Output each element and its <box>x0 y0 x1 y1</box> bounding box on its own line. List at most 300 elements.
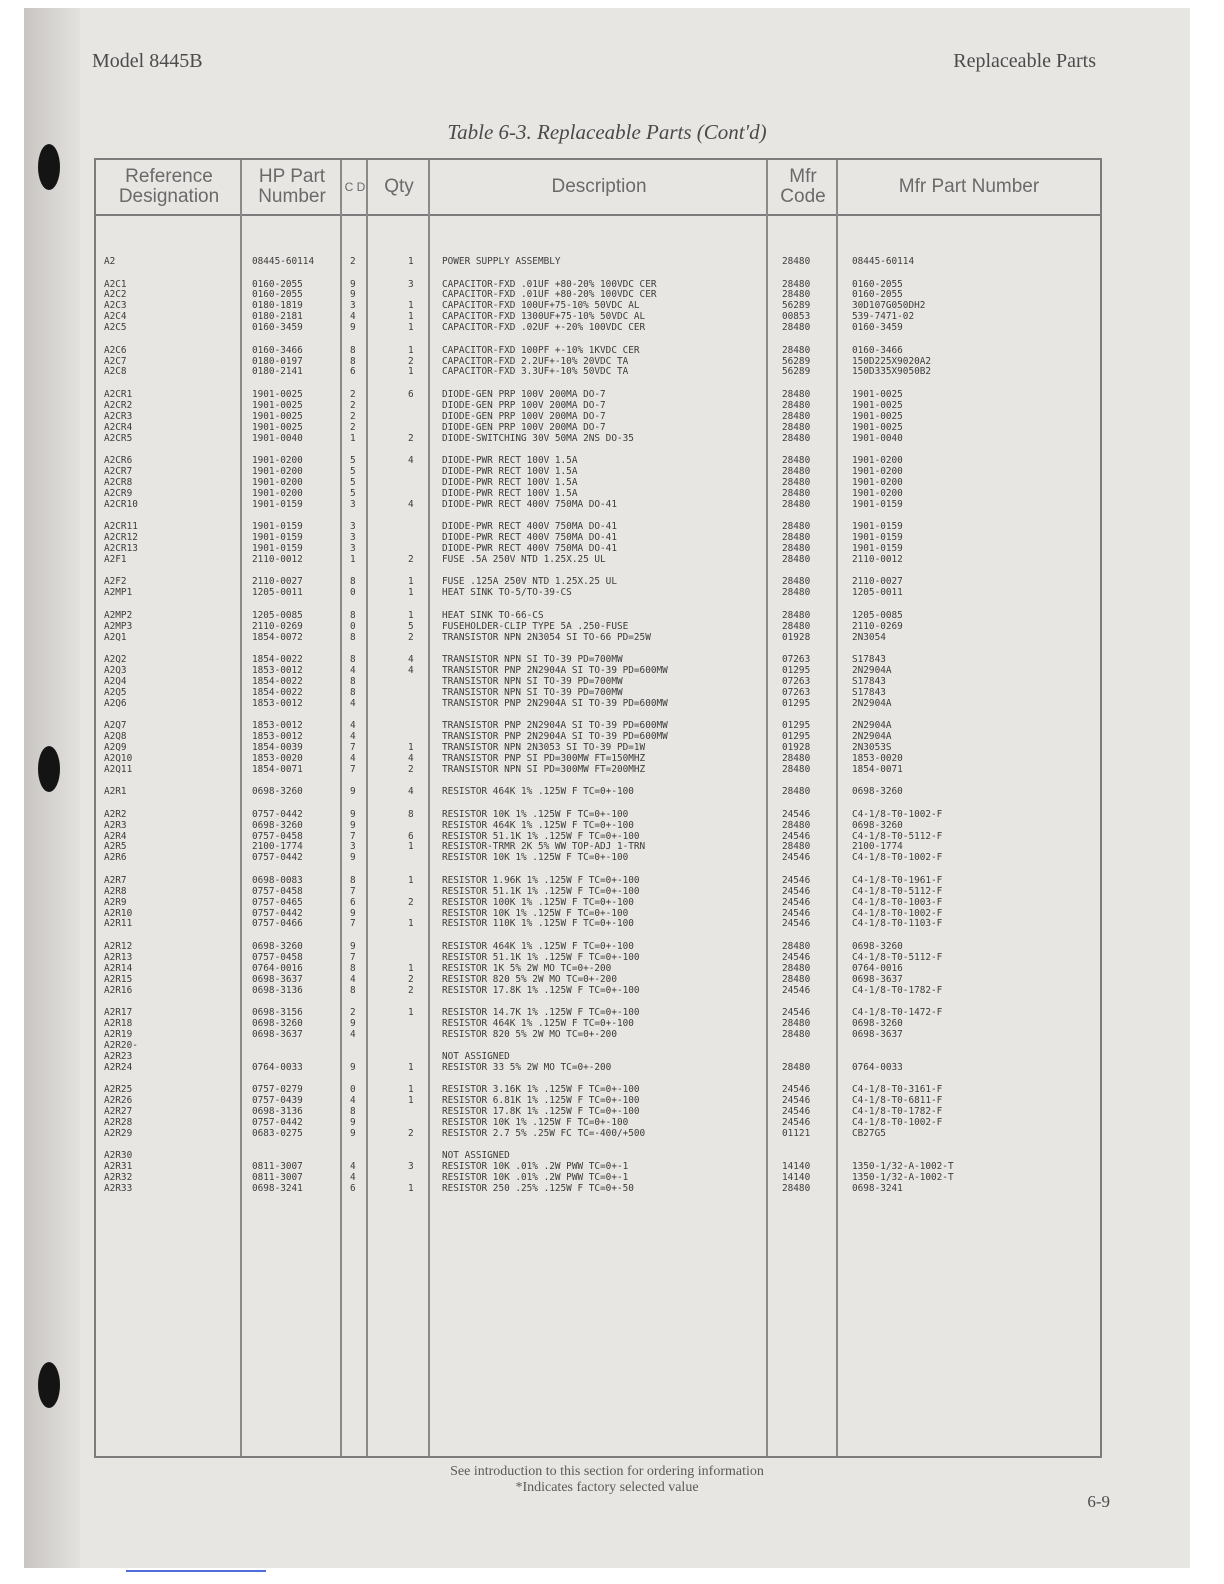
cell-desc: DIODE-PWR RECT 400V 750MA DO-41 <box>442 498 617 510</box>
cell-cd: 0 <box>350 620 356 632</box>
cell-desc: RESISTOR 51.1K 1% .125W F TC=0+-100 <box>442 885 640 897</box>
cell-mfr: 28480 <box>782 620 811 632</box>
cell-desc: RESISTOR 464K 1% .125W F TC=0+-100 <box>442 786 634 798</box>
table-row <box>96 400 1100 411</box>
cell-cd: 3 <box>350 521 356 533</box>
cell-mfr: 28480 <box>782 763 811 775</box>
cell-hp: 1901-0200 <box>252 455 303 466</box>
table-row <box>96 532 1100 543</box>
cell-ref: A2CR6 <box>104 455 133 466</box>
cell-ref: A2R31 <box>104 1161 133 1172</box>
table-row <box>96 466 1100 477</box>
cell-hp: 0757-0466 <box>252 918 303 930</box>
cell-mfr: 07263 <box>782 654 811 665</box>
table-row <box>96 1172 1100 1183</box>
cell-desc: TRANSISTOR PNP 2N2904A SI TO-39 PD=600MW <box>442 664 668 676</box>
cell-cd: 9 <box>350 940 356 952</box>
cell-qty: 2 <box>408 631 414 643</box>
cell-qty: 4 <box>408 752 414 764</box>
cell-mfr: 28480 <box>782 587 811 599</box>
cell-mpn: 1854-0071 <box>852 763 903 775</box>
cell-mpn: C4-1/8-T0-5112-F <box>852 951 943 963</box>
table-row <box>96 543 1100 554</box>
cell-cd: 2 <box>350 1007 356 1018</box>
cell-hp: 1854-0022 <box>252 686 303 698</box>
cell-ref: A2Q8 <box>104 731 127 742</box>
cell-mpn: 2N2904A <box>852 664 892 676</box>
cell-hp: 2100-1774 <box>252 841 303 853</box>
cell-hp: 2110-0269 <box>252 620 303 632</box>
cell-hp: 0757-0442 <box>252 1116 303 1128</box>
cell-mpn: 0160-3466 <box>852 344 903 356</box>
cell-mfr: 28480 <box>782 609 811 621</box>
table-row <box>96 1106 1100 1117</box>
cell-cd: 8 <box>350 1105 356 1117</box>
cell-ref: A2R14 <box>104 962 133 974</box>
cell-cd: 5 <box>350 487 356 499</box>
cell-ref: A2MP2 <box>104 609 133 621</box>
cell-ref: A2CR7 <box>104 465 133 477</box>
table-row <box>96 366 1100 377</box>
cell-desc: RESISTOR 110K 1% .125W F TC=0+-100 <box>442 918 634 930</box>
cell-desc: RESISTOR 10K 1% .125W F TC=0+-100 <box>442 1116 629 1128</box>
cell-qty: 1 <box>408 609 414 621</box>
cell-cd: 7 <box>350 885 356 897</box>
cell-ref: A2R6 <box>104 852 127 864</box>
cell-desc: RESISTOR 10K 1% .125W F TC=0+-100 <box>442 907 629 919</box>
cell-mfr: 28480 <box>782 532 811 543</box>
cell-ref: A2R33 <box>104 1182 133 1194</box>
cell-hp: 1901-0159 <box>252 498 303 510</box>
cell-ref: A2R15 <box>104 973 133 985</box>
table-row <box>96 411 1100 422</box>
cell-mpn: 1901-0200 <box>852 465 903 477</box>
cell-mpn: 1901-0025 <box>852 399 903 411</box>
cell-hp: 0698-3260 <box>252 1017 303 1029</box>
table-row <box>96 852 1100 863</box>
cell-ref: A2CR13 <box>104 542 138 554</box>
cell-ref: A2CR9 <box>104 487 133 499</box>
table-row <box>96 1007 1100 1018</box>
cell-ref: A2R12 <box>104 940 133 952</box>
cell-desc: TRANSISTOR PNP SI PD=300MW FT=150MHZ <box>442 752 646 764</box>
cell-ref: A2R2 <box>104 808 127 820</box>
binder-hole-bottom <box>38 1362 60 1408</box>
table-row <box>96 576 1100 587</box>
cell-desc: RESISTOR 250 .25% .125W F TC=0+-50 <box>442 1182 634 1194</box>
cell-desc: DIODE-PWR RECT 400V 750MA DO-41 <box>442 532 617 543</box>
cell-desc: RESISTOR 10K 1% .125W F TC=0+-100 <box>442 852 629 864</box>
cell-mfr: 28480 <box>782 465 811 477</box>
cell-desc: HEAT SINK TO-5/TO-39-CS <box>442 587 572 599</box>
cell-mfr: 14140 <box>782 1161 811 1172</box>
cell-mpn: 1901-0025 <box>852 410 903 422</box>
table-row <box>96 841 1100 852</box>
cell-cd: 9 <box>350 289 356 301</box>
cell-hp: 1205-0085 <box>252 609 303 621</box>
table-row <box>96 665 1100 676</box>
cell-hp: 1853-0012 <box>252 731 303 742</box>
table-row <box>96 1062 1100 1073</box>
cell-mfr: 28480 <box>782 399 811 411</box>
cell-mfr: 28480 <box>782 973 811 985</box>
cell-mpn: 0698-3260 <box>852 819 903 831</box>
cell-mpn: C4-1/8-T0-1961-F <box>852 874 943 886</box>
cell-cd: 2 <box>350 399 356 411</box>
cell-cd: 9 <box>350 1127 356 1139</box>
cell-mpn: S17843 <box>852 675 886 687</box>
cell-ref: A2CR12 <box>104 532 138 543</box>
cell-desc: DIODE-GEN PRP 100V 200MA DO-7 <box>442 399 606 411</box>
cell-mpn: C4-1/8-T0-6811-F <box>852 1094 943 1106</box>
cell-desc: DIODE-PWR RECT 100V 1.5A <box>442 487 578 499</box>
cell-hp: 0160-3466 <box>252 344 303 356</box>
table-row <box>96 279 1100 290</box>
cell-mfr: 24546 <box>782 830 811 842</box>
cell-hp: 0698-3637 <box>252 1028 303 1040</box>
cell-mpn: 2110-0269 <box>852 620 903 632</box>
cell-desc: CAPACITOR-FXD 2.2UF+-10% 20VDC TA <box>442 355 629 367</box>
table-row <box>96 1117 1100 1128</box>
cell-ref: A2CR10 <box>104 498 138 510</box>
cell-desc: DIODE-GEN PRP 100V 200MA DO-7 <box>442 410 606 422</box>
cell-desc: RESISTOR 464K 1% .125W F TC=0+-100 <box>442 940 634 952</box>
cell-mpn: 0764-0033 <box>852 1061 903 1073</box>
cell-hp: 0160-3459 <box>252 322 303 334</box>
cell-mpn: 30D107G050DH2 <box>852 300 926 312</box>
cell-cd: 9 <box>350 1116 356 1128</box>
cell-desc: TRANSISTOR PNP 2N2904A SI TO-39 PD=600MW <box>442 720 668 732</box>
cell-cd: 4 <box>350 1161 356 1172</box>
cell-cd: 8 <box>350 609 356 621</box>
table-row <box>96 554 1100 565</box>
cell-cd: 3 <box>350 841 356 853</box>
cell-hp: 1854-0072 <box>252 631 303 643</box>
cell-mpn: 150D335X9050B2 <box>852 366 932 378</box>
cell-ref: A2R7 <box>104 874 127 886</box>
cell-qty: 2 <box>408 355 414 367</box>
cell-mpn: 1901-0025 <box>852 421 903 433</box>
cell-ref: A2R26 <box>104 1094 133 1106</box>
cell-mfr: 01928 <box>782 741 811 753</box>
table-row <box>96 731 1100 742</box>
cell-desc: RESISTOR 10K .01% .2W PWW TC=0+-1 <box>442 1161 629 1172</box>
cell-ref: A2R16 <box>104 984 133 996</box>
cell-qty: 2 <box>408 553 414 565</box>
cell-desc: TRANSISTOR PNP 2N2904A SI TO-39 PD=600MW <box>442 731 668 742</box>
cell-cd: 9 <box>350 808 356 820</box>
cell-mfr: 01295 <box>782 731 811 742</box>
cell-mfr: 07263 <box>782 686 811 698</box>
cell-cd: 4 <box>350 664 356 676</box>
cell-mpn: 1901-0200 <box>852 455 903 466</box>
cell-cd: 2 <box>350 421 356 433</box>
cell-qty: 2 <box>408 896 414 908</box>
cell-qty: 8 <box>408 808 414 820</box>
cell-qty: 4 <box>408 786 414 798</box>
cell-ref: A2R24 <box>104 1061 133 1073</box>
cell-desc: DIODE-PWR RECT 100V 1.5A <box>442 455 578 466</box>
cell-cd: 6 <box>350 366 356 378</box>
table-row <box>96 632 1100 643</box>
cell-mpn: 08445-60114 <box>852 256 915 267</box>
cell-ref: A2R3 <box>104 819 127 831</box>
cell-desc: FUSEHOLDER-CLIP TYPE 5A .250-FUSE <box>442 620 629 632</box>
cell-cd: 8 <box>350 654 356 665</box>
cell-mfr: 01295 <box>782 720 811 732</box>
table-row <box>96 1095 1100 1106</box>
cell-hp: 0757-0442 <box>252 808 303 820</box>
cell-cd: 6 <box>350 896 356 908</box>
table-row <box>96 1018 1100 1029</box>
table-row <box>96 974 1100 985</box>
col-header-mfr-code: Mfr Code <box>780 166 826 207</box>
cell-hp: 0811-3007 <box>252 1171 303 1183</box>
cell-qty: 1 <box>408 256 414 267</box>
cell-mpn: C4-1/8-T0-5112-F <box>852 885 943 897</box>
cell-mfr: 28480 <box>782 410 811 422</box>
col-header-description: Description <box>551 176 647 197</box>
table-row <box>96 886 1100 897</box>
cell-cd: 4 <box>350 973 356 985</box>
cell-hp: 0811-3007 <box>252 1161 303 1172</box>
cell-desc: CAPACITOR-FXD 100PF +-10% 1KVDC CER <box>442 344 640 356</box>
table-row <box>96 311 1100 322</box>
cell-cd: 8 <box>350 631 356 643</box>
cell-qty: 2 <box>408 984 414 996</box>
cell-ref: A2R1 <box>104 786 127 798</box>
cell-desc: RESISTOR 10K 1% .125W F TC=0+-100 <box>442 808 629 820</box>
cell-cd: 9 <box>350 1017 356 1029</box>
cell-qty: 1 <box>408 1094 414 1106</box>
col-header-hp-part: HP Part Number <box>258 166 326 207</box>
cell-hp: 1901-0200 <box>252 476 303 488</box>
table-row <box>96 1161 1100 1172</box>
table-row <box>96 389 1100 400</box>
cell-qty: 1 <box>408 322 414 334</box>
cell-mpn: C4-1/8-T0-1002-F <box>852 852 943 864</box>
cell-mpn: C4-1/8-T0-1002-F <box>852 907 943 919</box>
cell-qty: 4 <box>408 455 414 466</box>
cell-desc: CAPACITOR-FXD 3.3UF+-10% 50VDC TA <box>442 366 629 378</box>
cell-hp: 0180-2181 <box>252 311 303 323</box>
cell-mpn: 0698-3260 <box>852 1017 903 1029</box>
table-row <box>96 952 1100 963</box>
cell-mfr: 28480 <box>782 421 811 433</box>
scan-edge-mark <box>126 1570 266 1572</box>
cell-mpn: C4-1/8-T0-1782-F <box>852 984 943 996</box>
cell-desc: RESISTOR 33 5% 2W MO TC=0+-200 <box>442 1061 612 1073</box>
cell-hp: 1854-0022 <box>252 675 303 687</box>
manual-page <box>24 8 1190 1568</box>
cell-desc: RESISTOR 14.7K 1% .125W F TC=0+-100 <box>442 1007 640 1018</box>
cell-desc: DIODE-SWITCHING 30V 50MA 2NS DO-35 <box>442 432 634 444</box>
cell-cd: 4 <box>350 311 356 323</box>
cell-mpn: 1901-0025 <box>852 388 903 400</box>
table-row <box>96 764 1100 775</box>
cell-mpn: 1901-0040 <box>852 432 903 444</box>
cell-mpn: C4-1/8-T0-1103-F <box>852 918 943 930</box>
cell-hp: 0698-3241 <box>252 1182 303 1194</box>
cell-cd: 9 <box>350 819 356 831</box>
cell-hp: 0180-2141 <box>252 366 303 378</box>
table-row <box>96 820 1100 831</box>
cell-qty: 1 <box>408 366 414 378</box>
cell-mfr: 01121 <box>782 1127 811 1139</box>
table-row <box>96 422 1100 433</box>
cell-mpn: 0160-2055 <box>852 289 903 301</box>
cell-desc: RESISTOR 17.8K 1% .125W F TC=0+-100 <box>442 984 640 996</box>
table-row <box>96 610 1100 621</box>
cell-hp: 0698-0083 <box>252 874 303 886</box>
cell-mfr: 56289 <box>782 355 811 367</box>
cell-mpn: S17843 <box>852 654 886 665</box>
cell-hp: 0764-0016 <box>252 962 303 974</box>
cell-mpn: 2N2904A <box>852 731 892 742</box>
cell-hp: 1854-0022 <box>252 654 303 665</box>
cell-mfr: 24546 <box>782 918 811 930</box>
cell-ref: A2C6 <box>104 344 127 356</box>
cell-cd: 5 <box>350 455 356 466</box>
cell-mfr: 24546 <box>782 1094 811 1106</box>
cell-qty: 1 <box>408 576 414 588</box>
cell-ref: A2R8 <box>104 885 127 897</box>
cell-hp: 2110-0012 <box>252 553 303 565</box>
cell-cd: 8 <box>350 344 356 356</box>
cell-mfr: 28480 <box>782 388 811 400</box>
cell-hp: 1854-0071 <box>252 763 303 775</box>
cell-mfr: 28480 <box>782 487 811 499</box>
cell-mpn: C4-1/8-T0-3161-F <box>852 1084 943 1095</box>
table-row <box>96 941 1100 952</box>
cell-ref: A2CR3 <box>104 410 133 422</box>
cell-qty: 1 <box>408 1084 414 1095</box>
cell-mfr: 28480 <box>782 455 811 466</box>
cell-qty: 5 <box>408 620 414 632</box>
cell-cd: 8 <box>350 355 356 367</box>
cell-ref: A2MP1 <box>104 587 133 599</box>
table-row <box>96 289 1100 300</box>
cell-mfr: 24546 <box>782 885 811 897</box>
cell-hp: 0698-3260 <box>252 819 303 831</box>
cell-desc: TRANSISTOR PNP 2N2904A SI TO-39 PD=600MW <box>442 697 668 709</box>
cell-desc: TRANSISTOR NPN SI TO-39 PD=700MW <box>442 686 623 698</box>
cell-desc: RESISTOR 2.7 5% .25W FC TC=-400/+500 <box>442 1127 646 1139</box>
cell-cd: 0 <box>350 587 356 599</box>
cell-ref: A2Q5 <box>104 686 127 698</box>
cell-desc: DIODE-PWR RECT 100V 1.5A <box>442 465 578 477</box>
table-header <box>96 160 1100 216</box>
cell-ref: A2R5 <box>104 841 127 853</box>
cell-hp: 0698-3156 <box>252 1007 303 1018</box>
cell-desc: DIODE-PWR RECT 100V 1.5A <box>442 476 578 488</box>
cell-ref: A2C2 <box>104 289 127 301</box>
table-row <box>96 322 1100 333</box>
cell-cd: 7 <box>350 830 356 842</box>
cell-ref: A2MP3 <box>104 620 133 632</box>
cell-qty: 4 <box>408 654 414 665</box>
table-row <box>96 687 1100 698</box>
cell-ref: A2R20- <box>104 1039 138 1051</box>
cell-ref: A2CR5 <box>104 432 133 444</box>
cell-desc: RESISTOR 1.96K 1% .125W F TC=0+-100 <box>442 874 640 886</box>
cell-desc: CAPACITOR-FXD 1300UF+75-10% 50VDC AL <box>442 311 646 323</box>
cell-ref: A2R4 <box>104 830 127 842</box>
cell-mpn: 1350-1/32-A-1002-T <box>852 1161 954 1172</box>
cell-mpn: 0698-3241 <box>852 1182 903 1194</box>
cell-mfr: 24546 <box>782 1084 811 1095</box>
cell-mfr: 28480 <box>782 553 811 565</box>
cell-mfr: 28480 <box>782 962 811 974</box>
cell-desc: CAPACITOR-FXD .01UF +80-20% 100VDC CER <box>442 278 657 290</box>
cell-ref: A2Q3 <box>104 664 127 676</box>
cell-desc: RESISTOR 1K 5% 2W MO TC=0+-200 <box>442 962 612 974</box>
cell-cd: 7 <box>350 763 356 775</box>
cell-ref: A2C1 <box>104 278 127 290</box>
cell-ref: A2F2 <box>104 576 127 588</box>
cell-cd: 7 <box>350 918 356 930</box>
cell-mfr: 07263 <box>782 675 811 687</box>
cell-mfr: 01295 <box>782 697 811 709</box>
cell-desc: NOT ASSIGNED <box>442 1150 510 1162</box>
cell-hp: 0160-2055 <box>252 289 303 301</box>
cell-qty: 2 <box>408 973 414 985</box>
cell-qty: 1 <box>408 1061 414 1073</box>
cell-qty: 1 <box>408 962 414 974</box>
cell-hp: 1901-0200 <box>252 487 303 499</box>
cell-mfr: 56289 <box>782 366 811 378</box>
table-row <box>96 654 1100 665</box>
cell-cd: 1 <box>350 553 356 565</box>
cell-desc: RESISTOR 820 5% 2W MO TC=0+-200 <box>442 1028 617 1040</box>
cell-desc: CAPACITOR-FXD 100UF+75-10% 50VDC AL <box>442 300 640 312</box>
cell-mpn: 0698-3637 <box>852 1028 903 1040</box>
cell-qty: 1 <box>408 300 414 312</box>
cell-mfr: 24546 <box>782 951 811 963</box>
cell-mfr: 24546 <box>782 852 811 864</box>
cell-ref: A2CR8 <box>104 476 133 488</box>
cell-cd: 8 <box>350 576 356 588</box>
table-row <box>96 356 1100 367</box>
cell-mfr: 28480 <box>782 256 811 267</box>
cell-mpn: 1901-0159 <box>852 498 903 510</box>
cell-hp: 0757-0465 <box>252 896 303 908</box>
table-row <box>96 621 1100 632</box>
cell-desc: TRANSISTOR NPN SI TO-39 PD=700MW <box>442 675 623 687</box>
cell-mpn: 1901-0200 <box>852 476 903 488</box>
cell-qty: 1 <box>408 1007 414 1018</box>
cell-hp: 0180-0197 <box>252 355 303 367</box>
cell-qty: 2 <box>408 1127 414 1139</box>
cell-hp: 0698-3136 <box>252 1105 303 1117</box>
cell-mfr: 28480 <box>782 940 811 952</box>
table-row <box>96 1029 1100 1040</box>
cell-ref: A2Q7 <box>104 720 127 732</box>
cell-mpn: 2N3053S <box>852 741 892 753</box>
cell-hp: 1901-0200 <box>252 465 303 477</box>
cell-hp: 0757-0458 <box>252 951 303 963</box>
cell-cd: 3 <box>350 300 356 312</box>
cell-mpn: C4-1/8-T0-1782-F <box>852 1105 943 1117</box>
cell-qty: 1 <box>408 918 414 930</box>
table-title: Table 6-3. Replaceable Parts (Cont'd) <box>447 120 767 144</box>
cell-mfr: 01295 <box>782 664 811 676</box>
cell-ref: A2R10 <box>104 907 133 919</box>
factory-note: *Indicates factory selected value <box>515 1480 699 1495</box>
cell-hp: 0757-0458 <box>252 885 303 897</box>
table-row <box>96 831 1100 842</box>
cell-mpn: C4-1/8-T0-1003-F <box>852 896 943 908</box>
